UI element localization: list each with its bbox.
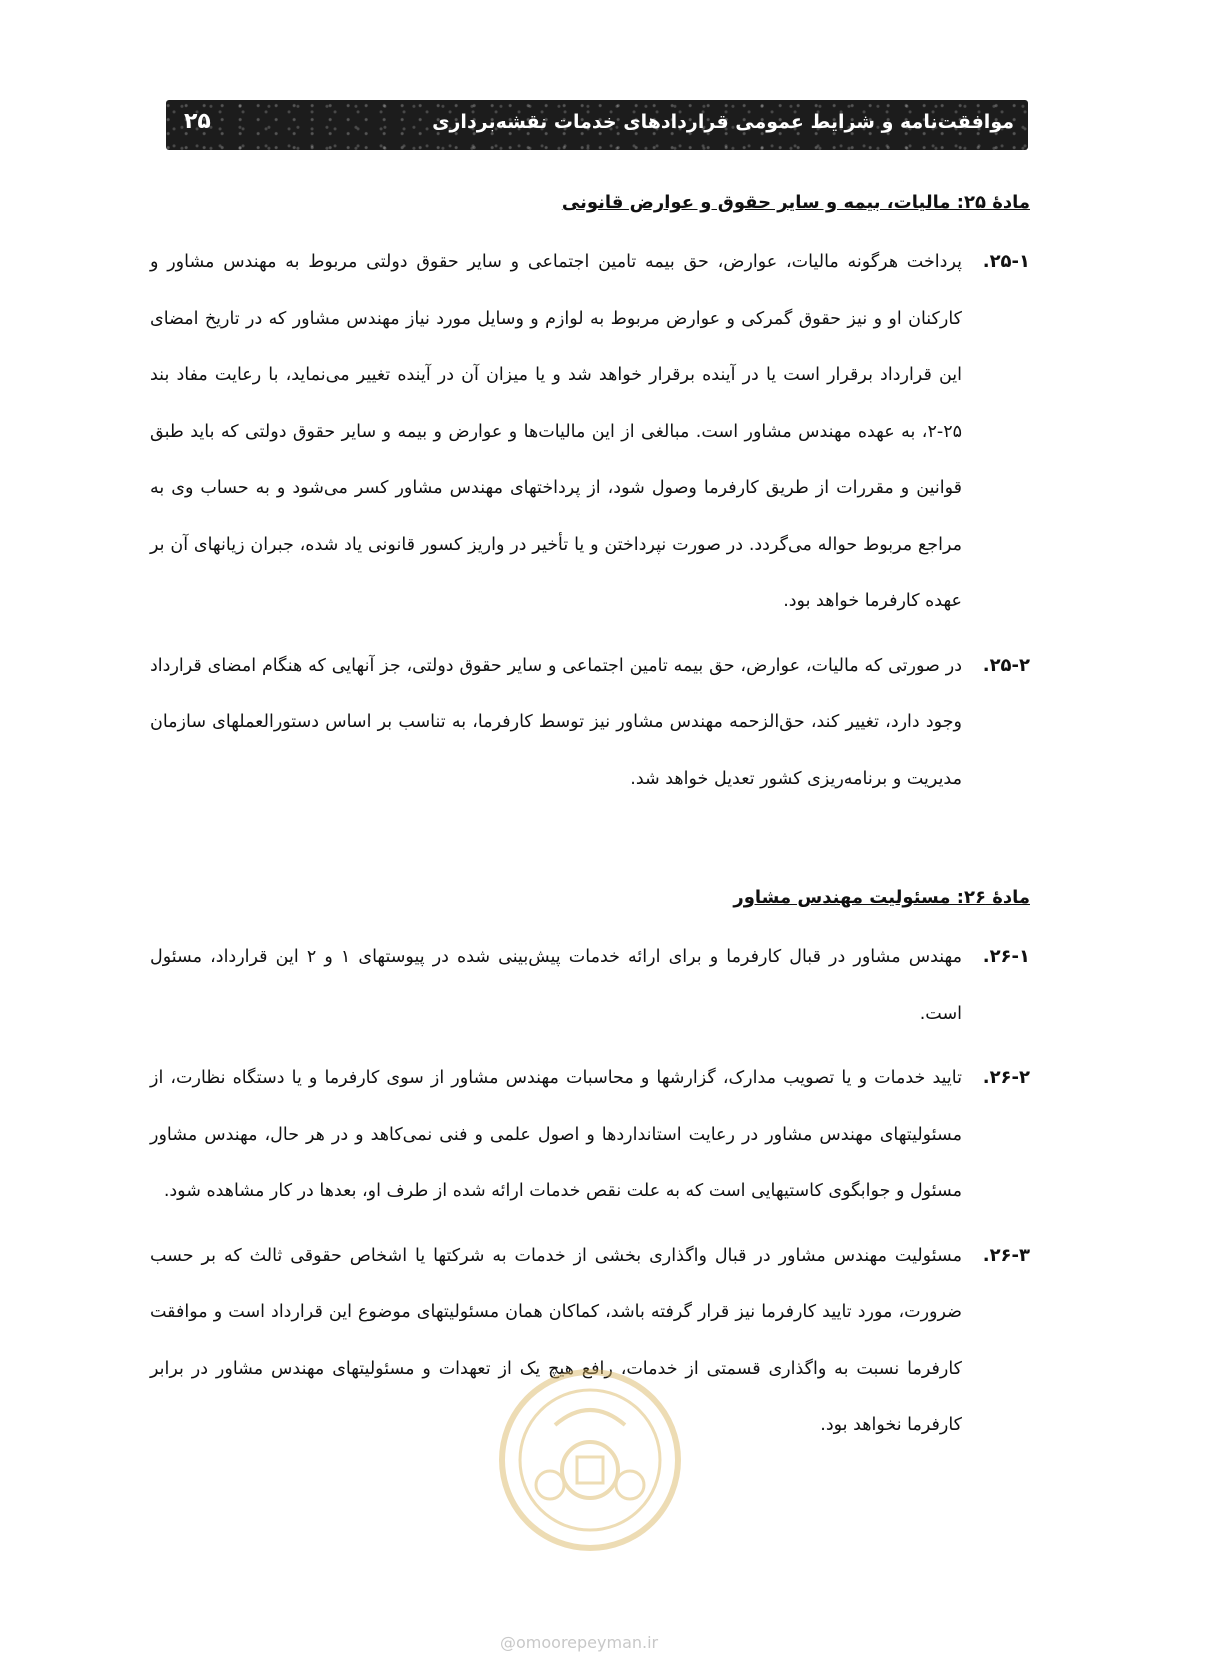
- clause-number: ۲۵-۱.: [982, 251, 1030, 272]
- clause-25-1: [150, 234, 1030, 630]
- clause-26-2: [150, 1050, 1030, 1220]
- section-gap: [150, 815, 1030, 885]
- clause-26-1: [150, 929, 1030, 1042]
- clause-number: ۲۶-۱.: [982, 946, 1030, 967]
- clause-number: ۲۵-۲.: [982, 654, 1030, 676]
- document-title: موافقت‌نامه و شرایط عمومی قراردادهای خدمات نقشه‌برداری: [432, 111, 1014, 133]
- clause-number: ۲۶-۲.: [982, 1067, 1030, 1088]
- page-header-bar: [166, 100, 1028, 150]
- clause-text: تایید خدمات و یا تصویب مدارک، گزارشها و محاسبات مهندس مشاور از سوی کارفرما و یا دستگاه نظارت، از مسئولیتهای مهندس مشاور در رعایت استانداردها و اصول علمی و فنی نمی‌کاهد و در هر حال، مهندس مشاور مسئول و جوابگوی کاستیهایی است که به علت نقص خدمات ارائه شده از طرف او، بعدها در کار مشاهده شود.: [150, 1068, 962, 1201]
- page-number: ۲۵: [184, 109, 211, 134]
- clause-text: مهندس مشاور در قبال کارفرما و برای ارائه خدمات پیش‌بینی شده در پیوستهای ۱ و ۲ این قرارداد، مسئول است.: [150, 947, 962, 1024]
- article-25-title: مادهٔ ۲۵: مالیات، بیمه و سایر حقوق و عوارض قانونی: [561, 192, 1030, 213]
- watermark-url: @omoorepeyman.ir: [500, 1633, 659, 1652]
- seal-stamp-icon: [495, 1365, 685, 1555]
- clause-number: ۲۶-۳.: [982, 1244, 1030, 1266]
- clause-25-2: [150, 638, 1030, 808]
- article-26-title: مادهٔ ۲۶: مسئولیت مهندس مشاور: [733, 887, 1030, 908]
- clause-text: پرداخت هرگونه مالیات، عوارض، حق بیمه تامین اجتماعی و سایر حقوق دولتی مربوط به مهندس مشاور و کارکنان او و نیز حقوق گمرکی و عوارض مربوط به لوازم و وسایل مورد نیاز مهندس مشاور که در تاریخ امضای این قرارداد برقرار است یا در آینده برقرار خواهد شد و یا میزان آن در آینده تغییر می‌نماید، با رعایت مفاد بند ۲۵-۲، به عهده مهندس مشاور است. مبالغی از این مالیات‌ها و عوارض و بیمه و سایر حقوق دولتی که باید طبق قوانین و مقررات از طریق کارفرما وصول شود، از پرداختهای مهندس مشاور کسر می‌شود و به حساب وی به مراجع مربوط حواله می‌گردد. در صورت نپرداختن و یا تأخیر در واریز کسور قانونی یاد شده، جبران زیانهای آن بر عهده کارفرما خواهد بود.: [150, 252, 962, 611]
- clause-text: در صورتی که مالیات، عوارض، حق بیمه تامین اجتماعی و سایر حقوق دولتی، جز آنهایی که هنگام امضای قرارداد وجود دارد، تغییر کند، حق‌الزحمه مهندس مشاور نیز توسط کارفرما، به تناسب بر اساس دستورالعملهای سازمان مدیریت و برنامه‌ریزی کشور تعدیل خواهد شد.: [150, 655, 962, 789]
- document-body: [150, 190, 1030, 1462]
- clause-text: مسئولیت مهندس مشاور در قبال واگذاری بخشی از خدمات به شرکتها یا اشخاص حقوقی ثالث که بر حسب ضرورت، مورد تایید کارفرما نیز قرار گرفته باشد، کماکان همان مسئولیتهای موضوع این قرارداد است و موافقت کارفرما نسبت به واگذاری قسمتی از خدمات، رافع هیچ یک از تعهدات و مسئولیتهای مهندس مشاور در برابر کارفرما نخواهد بود.: [150, 1245, 962, 1435]
